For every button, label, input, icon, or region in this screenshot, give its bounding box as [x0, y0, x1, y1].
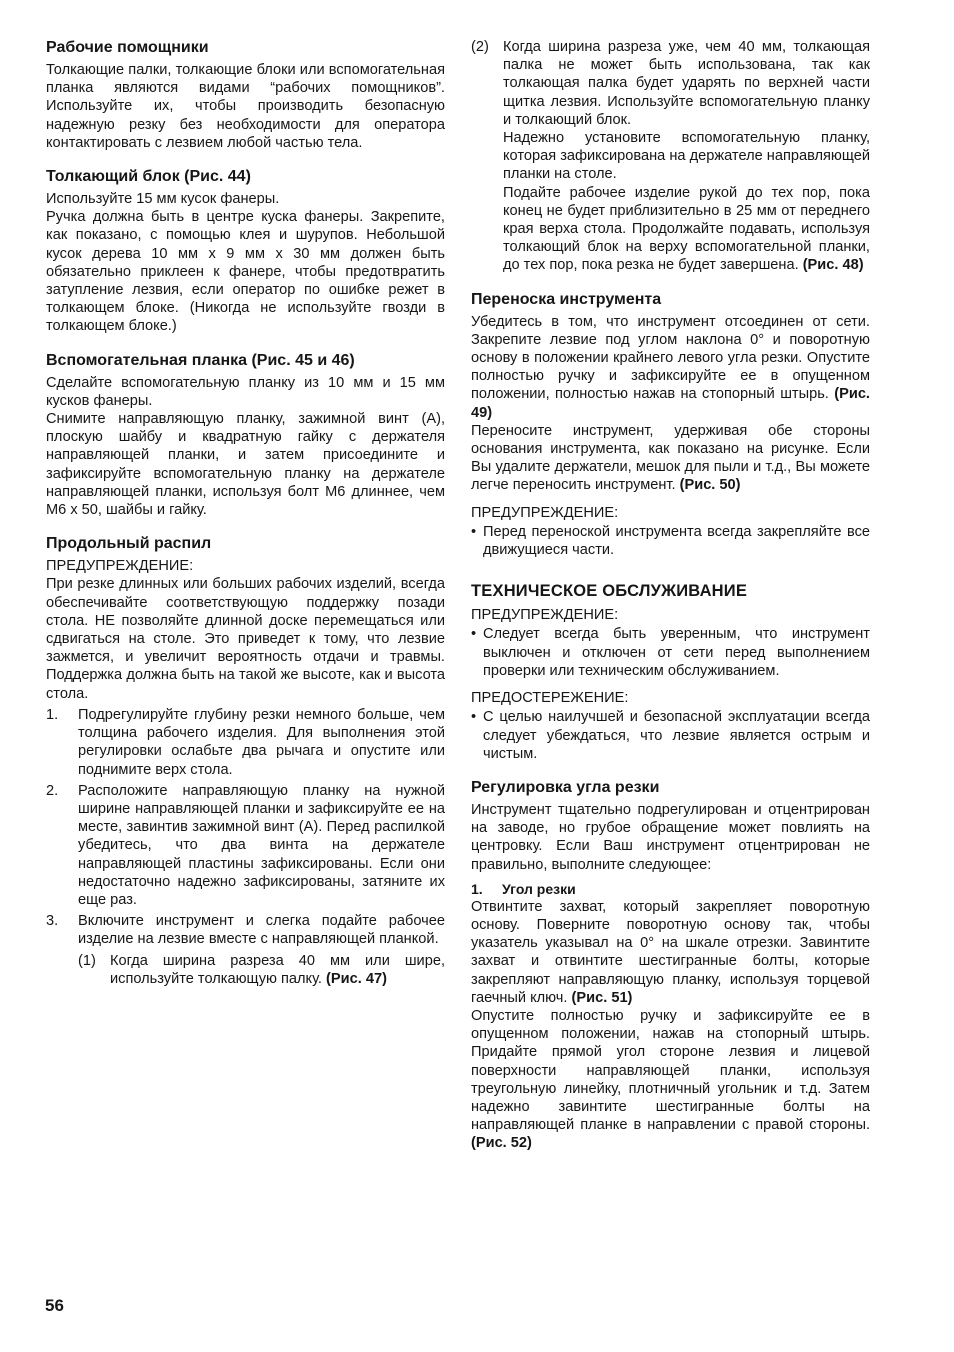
bullet-text: Перед переноской инструмента всегда закрепляйте все движущиеся части. [483, 523, 870, 559]
section-title: Регулировка угла резки [471, 778, 660, 796]
subsection-label: Угол резки [502, 880, 576, 897]
section-title: Продольный распил [46, 535, 212, 553]
sub-item-number: (1) [78, 952, 96, 969]
right-column [471, 38, 870, 1168]
section-sub-item-2 [471, 38, 870, 275]
figure-ref: (Рис. 51) [571, 989, 633, 1006]
item-number: 1. [46, 706, 59, 723]
item-text: Расположите направляющую планку на нужной ширине направляющей планки и зафиксируйте ее на месте, завинтив зажимной винт (А). Перед распилкой убедитесь, что два винта на держателе направляющей пластины зафиксированы. Если они недостаточно надежно зафиксированы, затяните их еще раз. [78, 782, 445, 908]
subsection-title [471, 880, 870, 898]
section-push-block [46, 167, 445, 336]
warning-text: При резке длинных или больших рабочих изделий, всегда обеспечивайте соответствующую поддержку позади стола. НЕ позволяйте длинной доске перемещаться или сдвигаться на столе. Это приведет к тому, что лезвие зажмется, и увеличит вероятность отдачи и травмы. Поддержка должна быть на такой же высоте, как и высота стола. [46, 576, 445, 702]
paragraph: Сделайте вспомогательную планку из 10 мм и 15 мм кусков фанеры. [46, 374, 445, 409]
paragraph-body: Убедитесь в том, что инструмент отсоединен от сети. Закрепите лезвие под углом наклона 0° и поворотную основу в положении крайнего левого угла резки. Опустите полностью ручку и зафиксируйте ее в опущенном положении, полностью нажав на стопорный штырь. [471, 313, 870, 403]
list-item [46, 782, 445, 909]
bullet-item [471, 523, 870, 559]
sub-item [78, 952, 445, 988]
list-item [46, 912, 445, 988]
caution-label: ПРЕДОСТЕРЕЖЕНИЕ: [471, 690, 629, 707]
bullet-icon: • [471, 626, 477, 643]
paragraph-body: Переносите инструмент, удерживая обе стороны основания инструмента, как показано на рисунке. Если Вы удалите держатели, мешок для пыли и т.д., Вы можете легче переносить инструмент. [471, 422, 870, 494]
warning-label: ПРЕДУПРЕЖДЕНИЕ: [46, 558, 194, 575]
section-title: Переноска инструмента [471, 290, 662, 308]
bullet-icon: • [471, 523, 477, 540]
paragraph: Используйте 15 мм кусок фанеры. [46, 191, 280, 208]
list-item [46, 706, 445, 779]
section-helpers [46, 38, 445, 152]
sub-item-number: (2) [471, 39, 489, 55]
sub-item-text [503, 184, 870, 275]
left-column [46, 38, 445, 1003]
section-rip-cut [46, 534, 445, 988]
bullet-text: С целью наилучшей и безопасной эксплуатации всегда следует убеждаться, что лезвие является острым и чистым. [483, 709, 870, 762]
paragraph [471, 1007, 870, 1153]
section-maintenance [471, 581, 870, 763]
paragraph [471, 422, 870, 495]
section-title: ТЕХНИЧЕСКОЕ ОБСЛУЖИВАНИЕ [471, 582, 748, 601]
sub-item-text [110, 952, 445, 988]
item-number: 3. [46, 913, 59, 930]
paragraph: Ручка должна быть в центре куска фанеры. Закрепите, как показано, с помощью клея и шурупов. Небольшой кусок дерева 10 мм х 9 мм х 30 мм должен быть обязательно приклеен к фанере, чтобы предотвратить затупление лезвия, если оператор по ошибке режет в толкающем блоке. (Никогда не используйте гвозди в толкающем блоке.) [46, 209, 445, 335]
item-text: Подрегулируйте глубину резки немного больше, чем толщина рабочего изделия. Для выполнения этой регулировки ослабьте два рычага и опустите или поднимите верх стола. [78, 706, 445, 778]
sub-item-body: Когда ширина разреза 40 мм или шире, используйте толкающую палку. [110, 952, 445, 987]
paragraph: Инструмент тщательно подрегулирован и отцентрирован на заводе, но грубое обращение может повлиять на центровку. Если Ваш инструмент отцентрирован не правильно, выполните следующее: [471, 801, 870, 873]
sub-item-text: Когда ширина разреза уже, чем 40 мм, толкающая палка не может быть использована, так как толкающая палка будет ударять по верхней части щитка лезвия. Используйте вспомогательную планку и толкающий блок. [503, 39, 870, 128]
paragraph-body: Отвинтите захват, который закрепляет поворотную основу. Поверните поворотную основу так, чтобы указатель указывал на 0° на шкале отрезки. Завинтите захват и отвинтите шестигранные болты, которые закрепляют направляющую планку, используя торцевой гаечный ключ. [471, 898, 870, 1006]
section-title: Вспомогательная планка (Рис. 45 и 46) [46, 351, 355, 369]
section-title: Рабочие помощники [46, 39, 209, 56]
warning-label: ПРЕДУПРЕЖДЕНИЕ: [471, 504, 619, 521]
bullet-text: Следует всегда быть уверенным, что инструмент выключен и отключен от сети перед выполнением проверки или техническим обслуживанием. [483, 626, 870, 679]
figure-ref: (Рис. 50) [679, 477, 741, 494]
warning-label: ПРЕДУПРЕЖДЕНИЕ: [471, 607, 619, 624]
paragraph [471, 898, 870, 1007]
figure-ref: (Рис. 49) [471, 386, 870, 421]
figure-ref: (Рис. 48) [802, 257, 864, 274]
subsection-number: 1. [471, 880, 483, 897]
sub-item-text: Надежно установите вспомогательную планку, которая зафиксирована на держателе направляющей планки на столе. [503, 130, 870, 183]
sub-item-body: Подайте рабочее изделие рукой до тех пор, пока конец не будет приблизительно в 25 мм от переднего края верха стола. Продолжайте подавать, используя толкающий блок на верху вспомогательной планки, до тех пор, пока резка не будет завершена. [503, 184, 870, 274]
figure-ref: (Рис. 52) [471, 1135, 532, 1152]
figure-ref: (Рис. 47) [326, 970, 387, 987]
paragraph [471, 313, 870, 422]
sub-item [471, 38, 870, 275]
paragraph: Толкающие палки, толкающие блоки или вспомогательная планка являются видами “рабочих помощников”. Используйте их, чтобы производить безопасную надежную резку без необходимости для оператора контактировать с лезвием любой частью тела. [46, 62, 445, 151]
section-carrying [471, 290, 870, 560]
paragraph-body: Опустите полностью ручку и зафиксируйте ее в опущенном положении, нажав на стопорный штырь. Придайте прямой угол стороне лезвия и лицевой поверхности направляющей планки, используя треугольную линейку, плотничный угольник и т.д. Затем надежно завинтите шестигранные болты на направляющей планке в направлении с правой стороны. [471, 1007, 870, 1134]
item-text: Включите инструмент и слегка подайте рабочее изделие на лезвие вместе с направляющей планкой. [78, 913, 445, 948]
section-angle [471, 778, 870, 1153]
paragraph: Снимите направляющую планку, зажимной винт (A), плоскую шайбу и квадратную гайку с держателя направляющей планки, и затем присоедините и зафиксируйте вспомогательную планку на держателе направляющей планки, используя болт М6 длиннее, чем М6 х 50, шайбы и гайку. [46, 411, 445, 519]
page-number: 56 [45, 1296, 64, 1315]
section-aux-fence [46, 351, 445, 520]
bullet-item [471, 625, 870, 680]
bullet-item [471, 708, 870, 763]
bullet-icon: • [471, 709, 477, 726]
section-title: Толкающий блок (Рис. 44) [46, 168, 251, 186]
item-number: 2. [46, 782, 59, 799]
